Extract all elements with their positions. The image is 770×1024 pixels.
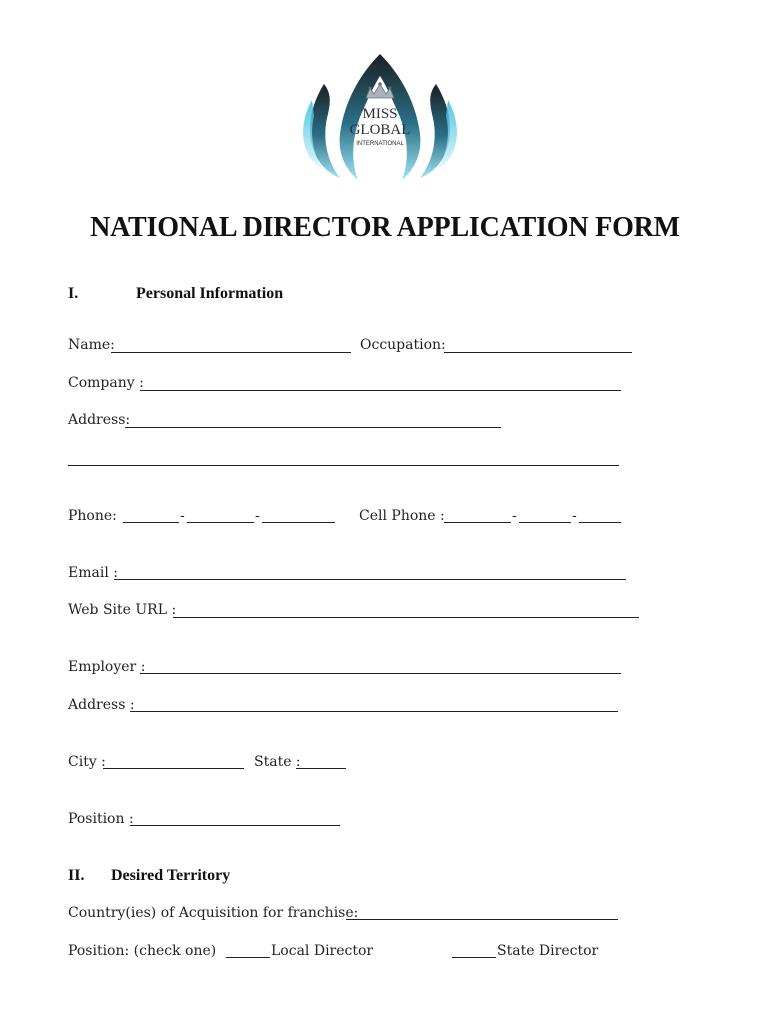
position-field[interactable]: [130, 825, 340, 826]
state-field[interactable]: [296, 768, 346, 769]
address-line-2-field[interactable]: [68, 465, 619, 466]
form-title: NATIONAL DIRECTOR APPLICATION FORM: [90, 212, 680, 243]
phone-separator-1: -: [180, 508, 185, 524]
employer-field[interactable]: [140, 673, 621, 674]
section-1-title: Personal Information: [136, 285, 284, 302]
miss-global-logo: [300, 48, 460, 184]
logo-text-miss: MISS: [362, 106, 398, 122]
name-label: Name:: [68, 337, 115, 353]
lotus-crown-icon: [300, 48, 460, 184]
section-2-title: Desired Territory: [111, 867, 231, 884]
cell-line-field[interactable]: [579, 522, 621, 523]
email-field[interactable]: [114, 579, 626, 580]
section-2-number: II.: [68, 867, 85, 884]
phone-prefix-field[interactable]: [187, 522, 254, 523]
country-label: Country(ies) of Acquisition for franchise:: [68, 905, 359, 921]
name-field[interactable]: [111, 352, 351, 353]
section-1-number: I.: [68, 285, 79, 302]
employer-label: Employer :: [68, 659, 146, 675]
phone-line-field[interactable]: [262, 522, 335, 523]
logo-text-international: INTERNATIONAL: [356, 141, 404, 147]
phone-separator-2: -: [255, 508, 260, 524]
address-label: Address:: [68, 412, 131, 428]
address-field[interactable]: [125, 427, 501, 428]
local-director-label: Local Director: [271, 943, 374, 959]
company-label: Company :: [68, 375, 144, 391]
cell-separator-1: -: [512, 508, 517, 524]
website-label: Web Site URL :: [68, 602, 177, 618]
city-label: City :: [68, 754, 106, 770]
employer-address-label: Address :: [68, 697, 135, 713]
state-director-checkbox-line[interactable]: [452, 957, 496, 958]
city-field[interactable]: [103, 768, 244, 769]
state-label: State :: [254, 754, 301, 770]
state-director-label: State Director: [497, 943, 599, 959]
occupation-field[interactable]: [444, 352, 632, 353]
phone-area-code-field[interactable]: [123, 522, 179, 523]
country-field[interactable]: [346, 919, 618, 920]
website-field[interactable]: [173, 617, 639, 618]
employer-address-field[interactable]: [130, 711, 618, 712]
cell-phone-label: Cell Phone :: [359, 508, 445, 524]
cell-separator-2: -: [572, 508, 577, 524]
position-label: Position :: [68, 811, 134, 827]
local-director-checkbox-line[interactable]: [226, 957, 270, 958]
position-check-label: Position: (check one): [68, 943, 217, 959]
company-field[interactable]: [140, 390, 621, 391]
occupation-label: Occupation:: [360, 337, 446, 353]
cell-area-code-field[interactable]: [444, 522, 511, 523]
phone-label: Phone:: [68, 508, 117, 524]
cell-prefix-field[interactable]: [519, 522, 571, 523]
email-label: Email :: [68, 565, 118, 581]
logo-text-global: GLOBAL: [349, 122, 411, 138]
